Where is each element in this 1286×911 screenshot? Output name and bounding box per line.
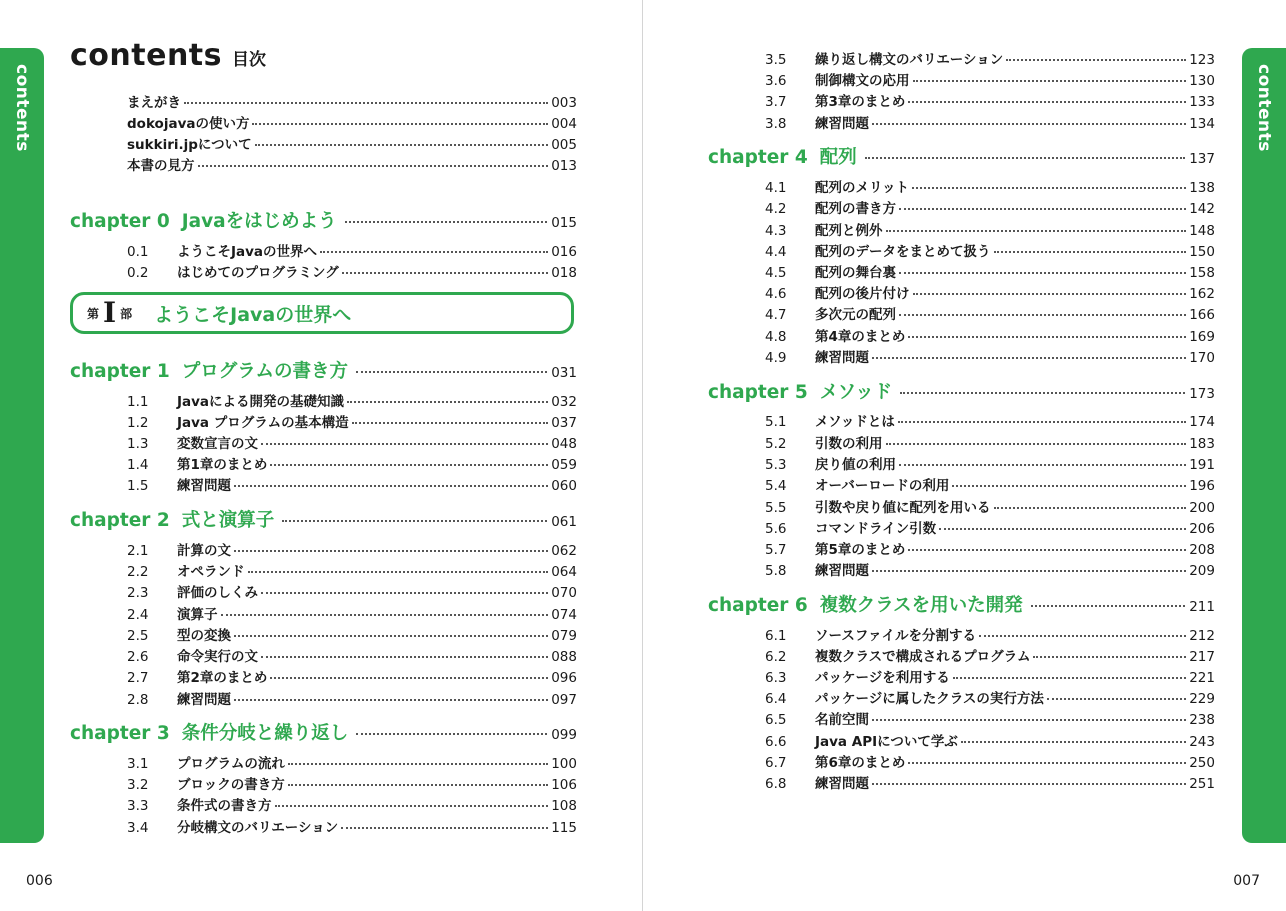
part-banner: 第 I 部 ようこそJavaの世界へ — [70, 292, 574, 334]
toc-section[interactable]: 5.6 コマンドライン引数 206 — [765, 521, 1215, 537]
toc-section[interactable]: 5.4 オーバーロードの利用 196 — [765, 478, 1215, 494]
toc-section[interactable]: 5.8 練習問題 209 — [765, 563, 1215, 579]
toc-section[interactable]: 2.5 型の変換 079 — [127, 628, 577, 644]
toc-section[interactable]: 2.4 演算子 074 — [127, 607, 577, 623]
toc-section[interactable]: 4.4 配列のデータをまとめて扱う 150 — [765, 244, 1215, 260]
title-japanese: 目次 — [232, 50, 266, 70]
toc-section[interactable]: 2.8 練習問題 097 — [127, 692, 577, 708]
toc-section[interactable]: 1.3 変数宣言の文 048 — [127, 436, 577, 452]
toc-section[interactable]: 2.2 オペランド 064 — [127, 564, 577, 580]
right-page — [643, 0, 1286, 911]
toc-chapter-0[interactable]: chapter 0 Javaをはじめよう 015 — [70, 211, 577, 232]
toc-chapter-5[interactable]: chapter 5 メソッド 173 — [708, 382, 1215, 403]
toc-section[interactable]: 1.4 第1章のまとめ 059 — [127, 457, 577, 473]
toc-section[interactable]: 6.8 練習問題 251 — [765, 776, 1215, 792]
part-title: ようこそJavaの世界へ — [154, 303, 352, 326]
toc-chapter-4[interactable]: chapter 4 配列 137 — [708, 147, 1215, 168]
page-title — [70, 38, 266, 73]
page-number-right: 007 — [1233, 873, 1260, 889]
page-number-left: 006 — [26, 873, 53, 889]
toc-front-item[interactable]: sukkiri.jpについて 005 — [127, 137, 577, 153]
toc-section[interactable]: 3.2 ブロックの書き方 106 — [127, 777, 577, 793]
toc-section[interactable]: 1.5 練習問題 060 — [127, 478, 577, 494]
toc-section[interactable]: 6.3 パッケージを利用する 221 — [765, 670, 1215, 686]
contents-side-tab — [0, 48, 44, 843]
toc-section[interactable]: 6.5 名前空間 238 — [765, 712, 1215, 728]
toc-section[interactable]: 0.1 ようこそJavaの世界へ 016 — [127, 244, 577, 260]
toc-front-item[interactable]: 本書の見方 013 — [127, 158, 577, 174]
toc-section[interactable]: 3.6 制御構文の応用 130 — [765, 73, 1215, 89]
toc-section[interactable]: 4.6 配列の後片付け 162 — [765, 286, 1215, 302]
toc-section[interactable]: 4.7 多次元の配列 166 — [765, 307, 1215, 323]
toc-section[interactable]: 3.3 条件式の書き方 108 — [127, 798, 577, 814]
title-english: contents — [70, 38, 222, 73]
toc-section[interactable]: 4.2 配列の書き方 142 — [765, 201, 1215, 217]
toc-section[interactable]: 3.8 練習問題 134 — [765, 116, 1215, 132]
toc-front-item[interactable]: まえがき 003 — [127, 95, 577, 111]
toc-chapter-3[interactable]: chapter 3 条件分岐と繰り返し 099 — [70, 723, 577, 744]
toc-section[interactable]: 0.2 はじめてのプログラミング 018 — [127, 265, 577, 281]
toc-section[interactable]: 1.1 Javaによる開発の基礎知識 032 — [127, 394, 577, 410]
toc-section[interactable]: 5.7 第5章のまとめ 208 — [765, 542, 1215, 558]
toc-section[interactable]: 2.3 評価のしくみ 070 — [127, 585, 577, 601]
toc-section[interactable]: 2.1 計算の文 062 — [127, 543, 577, 559]
toc-section[interactable]: 6.4 パッケージに属したクラスの実行方法 229 — [765, 691, 1215, 707]
toc-section[interactable]: 4.8 第4章のまとめ 169 — [765, 329, 1215, 345]
toc-chapter-6[interactable]: chapter 6 複数クラスを用いた開発 211 — [708, 595, 1215, 616]
contents-side-tab — [1242, 48, 1286, 843]
part-roman-numeral: I — [103, 296, 117, 329]
toc-section[interactable]: 2.6 命令実行の文 088 — [127, 649, 577, 665]
toc-section[interactable]: 2.7 第2章のまとめ 096 — [127, 670, 577, 686]
toc-section[interactable]: 3.7 第3章のまとめ 133 — [765, 94, 1215, 110]
toc-chapter-2[interactable]: chapter 2 式と演算子 061 — [70, 510, 577, 531]
toc-section[interactable]: 4.3 配列と例外 148 — [765, 223, 1215, 239]
toc-section[interactable]: 6.7 第6章のまとめ 250 — [765, 755, 1215, 771]
side-tab-label: contents — [1254, 64, 1274, 152]
toc-section[interactable]: 5.5 引数や戻り値に配列を用いる 200 — [765, 500, 1215, 516]
toc-section[interactable]: 4.5 配列の舞台裏 158 — [765, 265, 1215, 281]
toc-section[interactable]: 3.1 プログラムの流れ 100 — [127, 756, 577, 772]
toc-section[interactable]: 6.2 複数クラスで構成されるプログラム 217 — [765, 649, 1215, 665]
toc-section[interactable]: 4.9 練習問題 170 — [765, 350, 1215, 366]
toc-section[interactable]: 5.2 引数の利用 183 — [765, 436, 1215, 452]
toc-section[interactable]: 3.5 繰り返し構文のバリエーション 123 — [765, 52, 1215, 68]
side-tab-label: contents — [12, 64, 32, 152]
toc-chapter-1[interactable]: chapter 1 プログラムの書き方 031 — [70, 361, 577, 382]
toc-section[interactable]: 3.4 分岐構文のバリエーション 115 — [127, 820, 577, 836]
toc-section[interactable]: 1.2 Java プログラムの基本構造 037 — [127, 415, 577, 431]
toc-section[interactable]: 4.1 配列のメリット 138 — [765, 180, 1215, 196]
toc-front-item[interactable]: dokojavaの使い方 004 — [127, 116, 577, 132]
toc-section[interactable]: 6.6 Java APIについて学ぶ 243 — [765, 734, 1215, 750]
toc-section[interactable]: 5.1 メソッドとは 174 — [765, 414, 1215, 430]
toc-section[interactable]: 5.3 戻り値の利用 191 — [765, 457, 1215, 473]
toc-section[interactable]: 6.1 ソースファイルを分割する 212 — [765, 628, 1215, 644]
